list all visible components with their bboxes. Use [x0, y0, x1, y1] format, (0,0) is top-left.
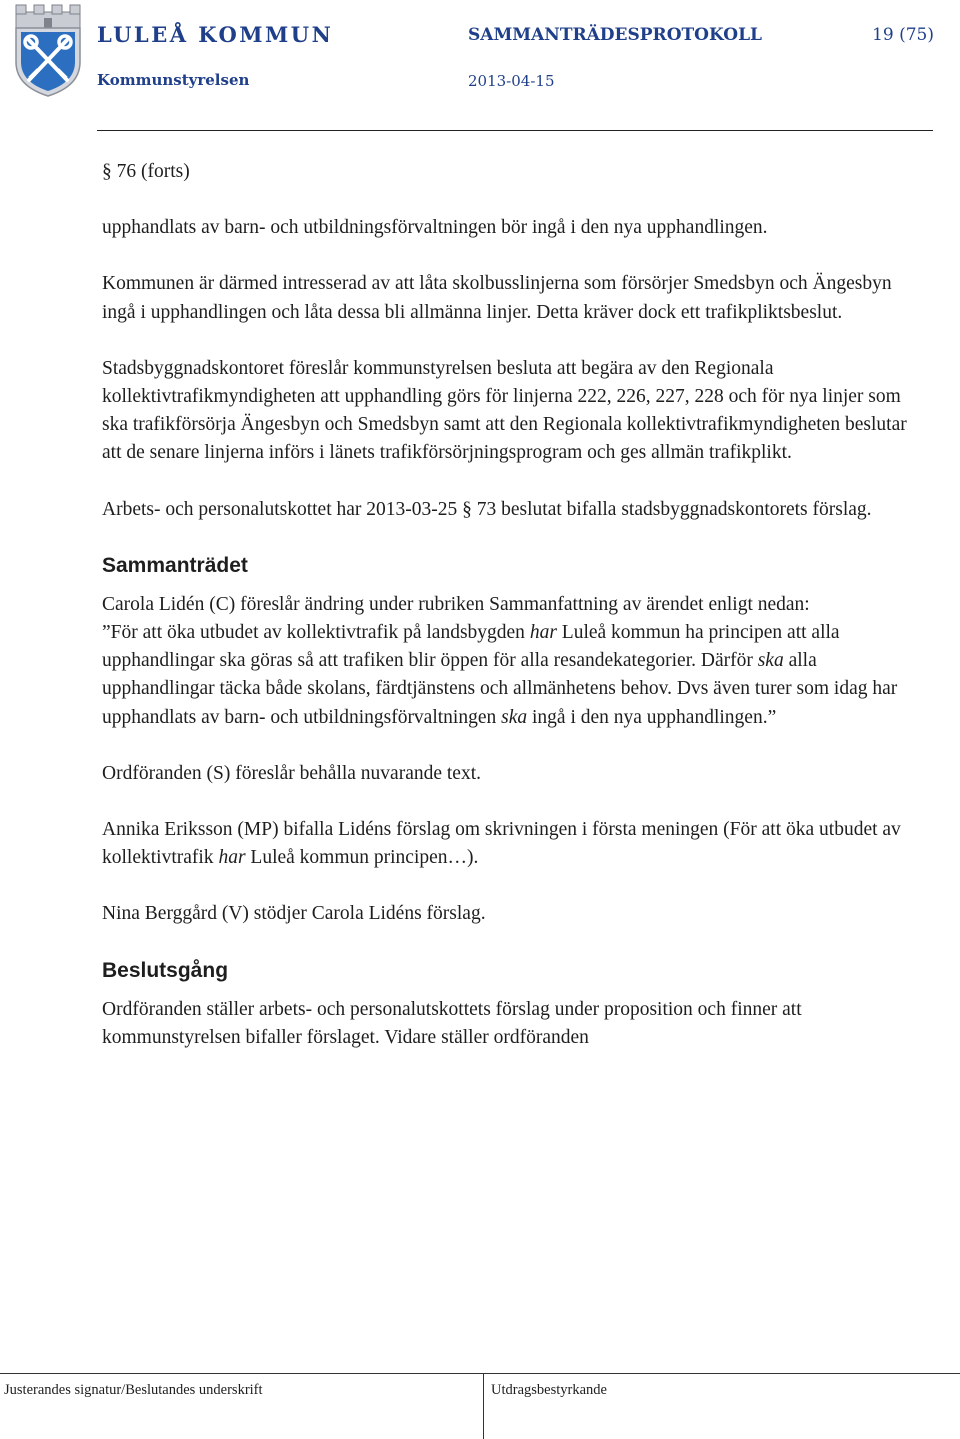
emphasis: ska: [501, 706, 528, 728]
paragraph: [102, 816, 922, 872]
document-type: SAMMANTRÄDESPROTOKOLL: [468, 25, 762, 45]
signature-field: [0, 1382, 478, 1439]
quoted-proposal: [102, 619, 922, 732]
paragraph: Nina Berggård (V) stödjer Carola Lidéns förslag.: [102, 903, 486, 925]
emphasis: ska: [757, 650, 784, 672]
page-number: 19 (75): [872, 25, 934, 45]
quote-text: alla upphandlingar täcka både skolans, färdtjänstens och allmänhetens behov. Dvs även turer som idag har upphandlats av barn- och utbildningsförvaltningen: [102, 650, 898, 728]
protocol-body: [102, 158, 922, 1080]
heading-beslutsgang: Beslutsgång: [102, 958, 229, 982]
signature-label: Justerandes signatur/Beslutandes underskrift: [4, 1382, 263, 1398]
heading-sammantradet: Sammanträdet: [102, 553, 248, 577]
quote-text: ”För att öka utbudet av kollektivtrafik på landsbygden: [102, 622, 530, 644]
footer-divider: [0, 1373, 960, 1374]
paragraph-text: Luleå kommun principen…).: [245, 847, 479, 869]
paragraph: Arbets- och personalutskottet har 2013-03-25 § 73 beslutat bifalla stadsbyggnadskontorets förslag.: [102, 498, 872, 520]
quote-text: ingå i den nya upphandlingen.”: [527, 706, 777, 728]
section-reference: § 76 (forts): [102, 161, 190, 182]
lulea-coat-of-arms-icon: [12, 2, 84, 98]
emphasis: har: [529, 622, 557, 644]
emphasis: har: [218, 847, 246, 869]
organization-name: LULEÅ KOMMUN: [97, 22, 334, 47]
paragraph: Ordföranden (S) föreslår behålla nuvarande text.: [102, 762, 482, 784]
certification-field: [487, 1382, 960, 1439]
paragraph: Carola Lidén (C) föreslår ändring under rubriken Sammanfattning av ärendet enligt nedan:: [102, 593, 810, 615]
certification-label: Utdragsbestyrkande: [491, 1382, 607, 1398]
quote-text: Luleå kommun ha principen att alla upphandlingar ska göras så att trafiken blir öppen för alla resandekategorier. Därför: [102, 622, 840, 672]
meeting-date: 2013-04-15: [468, 72, 555, 90]
paragraph-text: Annika Eriksson (MP) bifalla Lidéns förslag om skrivningen i första meningen (För att öka utbudet av kollektivtrafik: [102, 819, 901, 869]
department-name: Kommunstyrelsen: [97, 71, 250, 89]
paragraph: Ordföranden ställer arbets- och personalutskottets förslag under proposition och finner att kommunstyrelsen bifaller förslaget. Vidare ställer ordföranden: [102, 998, 802, 1048]
header-divider: [97, 130, 933, 131]
paragraph: upphandlats av barn- och utbildningsförvaltningen bör ingå i den nya upphandlingen.: [102, 217, 768, 239]
paragraph: Stadsbyggnadskontoret föreslår kommunstyrelsen besluta att begära av den Regionala kollektivtrafikmyndigheten att upphandling görs för linjerna 222, 226, 227, 228 och för nya linjer som ska trafikförsörja Ängesbyn och Smedsbyn samt att den Regionala kollektivtrafikmyndigheten beslutar att de senare linjerna införs i länets trafikförsörjningsprogram och ges allmän trafikplikt.: [102, 357, 907, 464]
paragraph: Kommunen är därmed intresserad av att låta skolbusslinjerna som försörjer Smedsbyn och Ängesbyn ingå i upphandlingen och låta dessa bli allmänna linjer. Detta kräver dock ett trafikpliktsbeslut.: [102, 273, 892, 323]
